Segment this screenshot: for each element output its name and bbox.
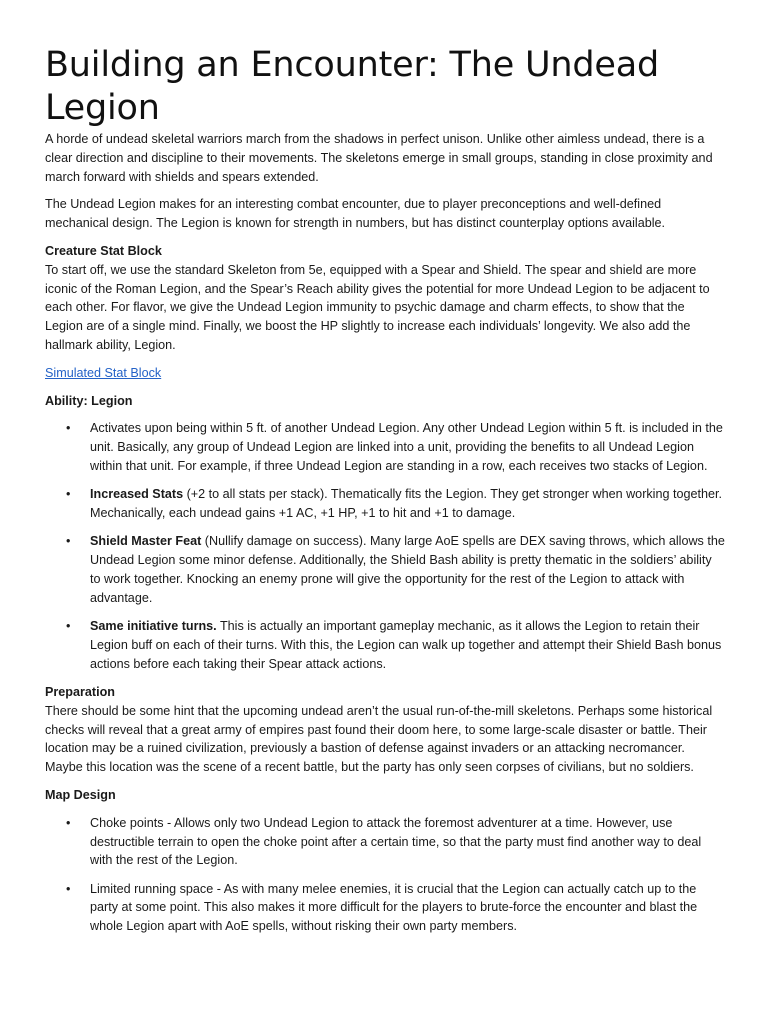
- bullet-icon: •: [66, 421, 71, 436]
- bullet-icon: •: [66, 619, 71, 634]
- bullet-icon: •: [66, 534, 71, 549]
- map-design-heading: Map Design: [45, 787, 116, 802]
- bullet-icon: •: [66, 815, 71, 830]
- page-title: Building an Encounter: The Undead Legion: [45, 45, 659, 128]
- list-item: • Same initiative turns. This is actually an important gameplay mechanic, as it allows the Legion to retain their Legion buff on each of their turns. With this, the Legion can walk up together and attempt their Shield Bash bonus actions before each taking their Spear attack actions.: [66, 619, 722, 671]
- bullet-icon: •: [66, 881, 71, 896]
- simulated-stat-block-link[interactable]: Simulated Stat Block: [45, 365, 162, 380]
- ability-heading: Ability: Legion: [45, 393, 133, 408]
- map-design-list: [45, 814, 725, 936]
- list-item: • Limited running space - As with many melee enemies, it is crucial that the Legion can actually catch up to the party at some point. This also makes it more difficult for the players to brute-force the encounter and blast the whole Legion apart with AoE spells, without risking their own party members.: [66, 881, 698, 934]
- ability-list: [45, 419, 725, 673]
- stat-block-paragraph: To start off, we use the standard Skeleton from 5e, equipped with a Spear and Shield. The spear and shield are more iconic of the Roman Legion, and the Spear’s Reach ability gives the potential for more Undead Legion to be adjacent to each other. For flavor, we give the Undead Legion immunity to psychic damage and charm effects, to show that the Legion are of a single mind. Finally, we boost the HP slightly to increase each individuals’ longevity. We also add the hallmark ability, Legion.: [45, 262, 710, 352]
- list-item: • Activates upon being within 5 ft. of another Undead Legion. Any other Undead Legion within 5 ft. is included in the unit. Basically, any group of Undead Legion are linked into a unit, providing the benefits to all Undead Legion within that unit. For example, if three Undead Legion are standing in a row, each receives two stacks of Legion.: [66, 421, 723, 473]
- stat-block-heading: Creature Stat Block: [45, 243, 162, 258]
- list-item: • Shield Master Feat (Nullify damage on success). Many large AoE spells are DEX saving throws, which allows the Undead Legion some minor defense. Additionally, the Shield Bash ability is pretty thematic in the soldiers’ ability to work together. Knocking an enemy prone will give the opportunity for the rest of the Legion to attack with advantage.: [66, 534, 725, 605]
- intro-paragraph-1: A horde of undead skeletal warriors march from the shadows in perfect unison. Unlike other aimless undead, there is a clear direction and discipline to their movements. The skeletons emerge in small groups, standing in close proximity and march forward with shields and spears extended.: [45, 132, 713, 184]
- preparation-heading: Preparation: [45, 684, 115, 699]
- document-page: [45, 44, 725, 945]
- list-item: • Increased Stats (+2 to all stats per stack). Thematically fits the Legion. They get stronger when working together. Mechanically, each undead gains +1 AC, +1 HP, +1 to hit and +1 to damage.: [66, 487, 723, 521]
- stat-block-link-line: [45, 364, 725, 383]
- list-item: • Choke points - Allows only two Undead Legion to attack the foremost adventurer at a time. However, use destructible terrain to open the choke point after a certain time, so that the party must find another way to deal with the rest of the Legion.: [66, 815, 702, 868]
- bullet-icon: •: [66, 487, 71, 502]
- intro-paragraph-2: The Undead Legion makes for an interesting combat encounter, due to player preconceptions and well-defined mechanical design. The Legion is known for strength in numbers, but has distinct counterplay options available.: [45, 197, 666, 231]
- preparation-paragraph: There should be some hint that the upcoming undead aren’t the usual run-of-the-mill skeletons. Perhaps some historical checks will reveal that a great army of empires past found their doom here, to some large-scale disaster or battle. Their location may be a ruined civilization, previously a bastion of defense against invaders or an attacking necromancer. Maybe this location was the scene of a recent battle, but the party has only seen corpses of civilians, but no soldiers.: [45, 703, 713, 775]
